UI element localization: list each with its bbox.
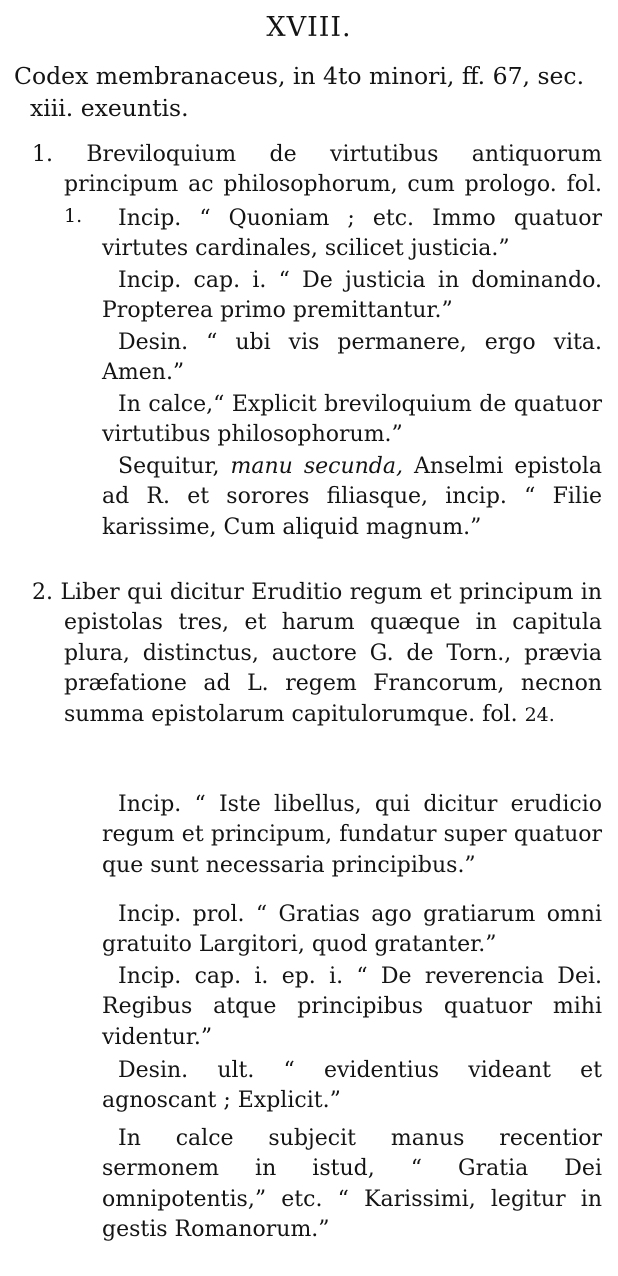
item-1-incipit-chapter: Incip. cap. i. “ De justicia in dominando. Propterea primo premittantur.” xyxy=(102,268,602,324)
item-1-incipit: Incip. “ Quoniam ; etc. Immo quatuor virtutes cardinales, scilicet justicia.” xyxy=(102,206,602,262)
item-number: 1. xyxy=(32,142,53,167)
item-1-desinit: Desin. “ ubi vis permanere, ergo vita. Amen.” xyxy=(102,330,602,386)
folio-label: fol. xyxy=(482,701,518,727)
item-2-incipit-chapter: Incip. cap. i. ep. i. “ De reverencia Dei. Regibus atque principibus quatuor mihi videntur.” xyxy=(102,964,602,1050)
folio-label: fol. xyxy=(566,172,602,198)
item-title: Liber qui dicitur Eruditio regum et principum in epistolas tres, et harum quæque in capitula plura, distinctus, auctore G. de Torn., prævia præfatione ad L. regem Francorum, necnon summa epistolarum capitulorumque. xyxy=(60,580,602,727)
item-title: Breviloquium de virtutibus antiquorum principum ac philosophorum, cum prologo. xyxy=(64,142,603,198)
item-number: 2. xyxy=(32,580,53,605)
folio-reference: 1. xyxy=(64,204,83,227)
sequitur-italic: manu secunda, xyxy=(230,454,403,479)
codex-description: Codex membranaceus, in 4to minori, ff. 67, sec. xiii. exeuntis. xyxy=(14,62,585,122)
item-1-in-calce: In calce,“ Explicit breviloquium de quatuor virtutibus philosophorum.” xyxy=(102,392,602,448)
item-2-title xyxy=(32,578,602,730)
sequitur-lead: Sequitur, xyxy=(118,454,220,479)
item-2-in-calce: In calce subjecit manus recentior sermonem in istud, “ Gratia Dei omnipotentis,” etc. “ Karissimi, legitur in gestis Romanorum.” xyxy=(102,1126,602,1243)
item-1-sequitur xyxy=(102,452,602,543)
item-2-desinit: Desin. ult. “ evidentius videant et agnoscant ; Explicit.” xyxy=(102,1058,602,1114)
sequitur-text: Anselmi epistola ad R. et sorores filiasque, incip. “ Filie karissime, Cum aliquid magnum.” xyxy=(102,454,602,540)
item-2-incipit-prologue: Incip. prol. “ Gratias ago gratiarum omni gratuito Largitori, quod gratanter.” xyxy=(102,902,602,958)
item-2-incipit: Incip. “ Iste libellus, qui dicitur erudicio regum et principum, fundatur super quatuor que sunt necessaria principibus.” xyxy=(102,792,602,878)
folio-reference: 24. xyxy=(524,703,555,726)
entry-heading: XVIII. xyxy=(266,12,352,43)
